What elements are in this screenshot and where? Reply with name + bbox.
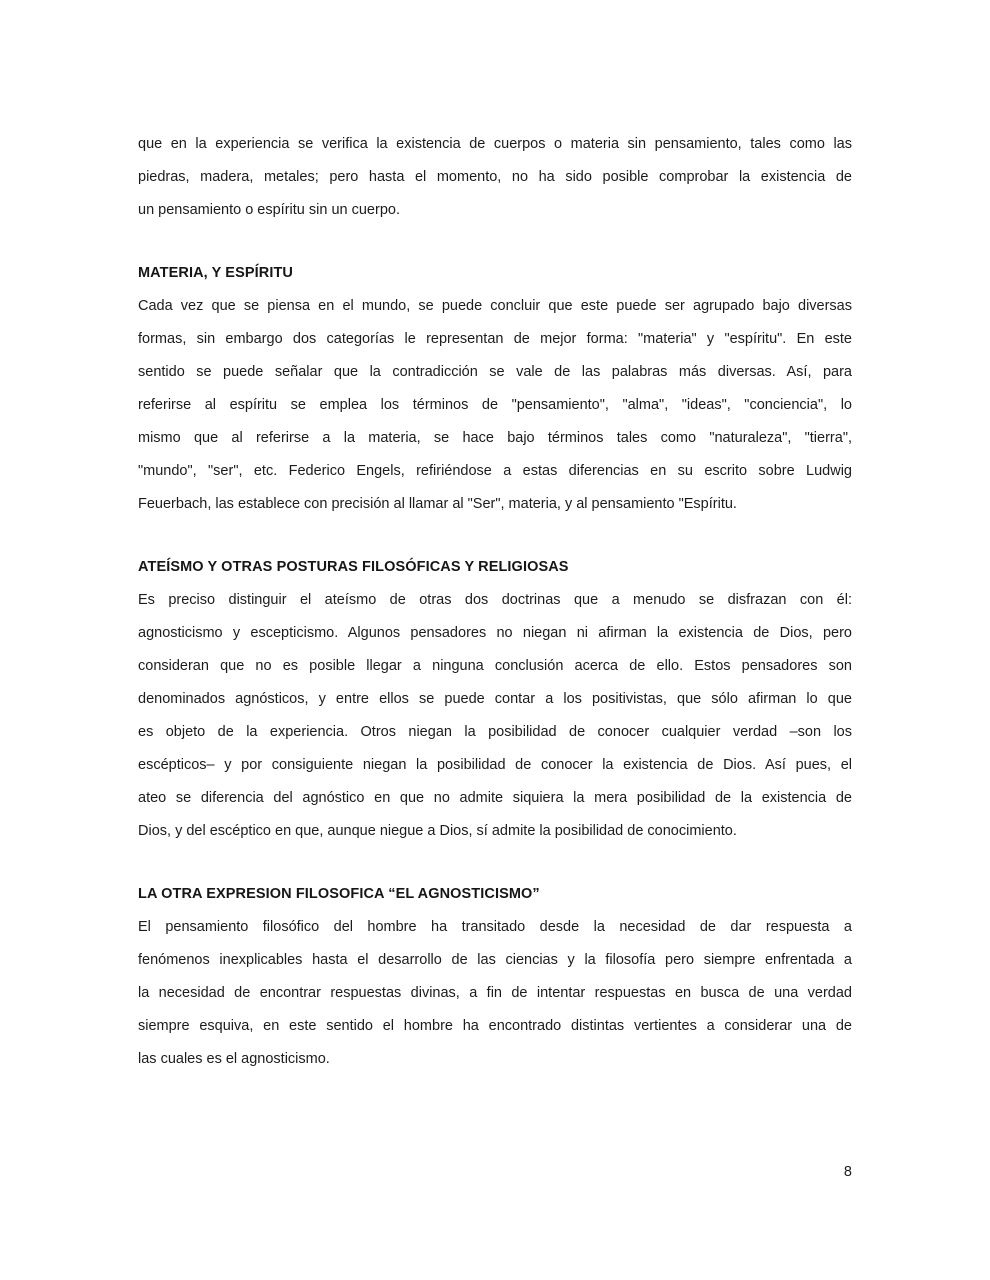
document-section xyxy=(138,257,852,521)
text-line: "mundo", "ser", etc. Federico Engels, refiriéndose a estas diferencias en su escrito sobre Ludwig xyxy=(138,463,852,479)
paragraph xyxy=(138,911,852,1076)
document-section xyxy=(138,878,852,1076)
text-line: Es preciso distinguir el ateísmo de otras dos doctrinas que a menudo se disfrazan con él: xyxy=(138,592,852,608)
text-line: escépticos– y por consiguiente niegan la posibilidad de conocer la existencia de Dios. Así pues, el xyxy=(138,757,852,773)
text-line: El pensamiento filosófico del hombre ha transitado desde la necesidad de dar respuesta a xyxy=(138,919,852,935)
text-line: mismo que al referirse a la materia, se hace bajo términos tales como "naturaleza", "tierra", xyxy=(138,430,852,446)
text-line: formas, sin embargo dos categorías le representan de mejor forma: "materia" y "espíritu". En este xyxy=(138,331,852,347)
text-line: agnosticismo y escepticismo. Algunos pensadores no niegan ni afirman la existencia de Dios, pero xyxy=(138,625,852,641)
text-line: siempre esquiva, en este sentido el hombre ha encontrado distintas vertientes a considerar una de xyxy=(138,1018,852,1034)
text-line: que en la experiencia se verifica la existencia de cuerpos o materia sin pensamiento, tales como las xyxy=(138,136,852,152)
text-line: Dios, y del escéptico en que, aunque niegue a Dios, sí admite la posibilidad de conocimiento. xyxy=(138,823,737,839)
text-line: un pensamiento o espíritu sin un cuerpo. xyxy=(138,202,400,218)
document-section xyxy=(138,128,852,227)
text-line: Feuerbach, las establece con precisión al llamar al "Ser", materia, y al pensamiento "Espíritu. xyxy=(138,496,737,512)
text-line: Cada vez que se piensa en el mundo, se puede concluir que este puede ser agrupado bajo diversas xyxy=(138,298,852,314)
text-line: fenómenos inexplicables hasta el desarrollo de las ciencias y la filosofía pero siempre enfrentada a xyxy=(138,952,852,968)
paragraph xyxy=(138,290,852,521)
paragraph xyxy=(138,584,852,848)
text-line: las cuales es el agnosticismo. xyxy=(138,1051,330,1067)
section-heading: LA OTRA EXPRESION FILOSOFICA “EL AGNOSTICISMO” xyxy=(138,886,540,902)
text-line: sentido se puede señalar que la contradicción se vale de las palabras más diversas. Así, para xyxy=(138,364,852,380)
document-body xyxy=(138,128,852,1076)
text-line: referirse al espíritu se emplea los términos de "pensamiento", "alma", "ideas", "conciencia", lo xyxy=(138,397,852,413)
paragraph xyxy=(138,128,852,227)
text-line: es objeto de la experiencia. Otros niegan la posibilidad de conocer cualquier verdad –son los xyxy=(138,724,852,740)
section-heading: ATEÍSMO Y OTRAS POSTURAS FILOSÓFICAS Y RELIGIOSAS xyxy=(138,559,569,575)
text-line: la necesidad de encontrar respuestas divinas, a fin de intentar respuestas en busca de una verdad xyxy=(138,985,852,1001)
document-section xyxy=(138,551,852,848)
text-line: ateo se diferencia del agnóstico en que no admite siquiera la mera posibilidad de la existencia de xyxy=(138,790,852,806)
text-line: denominados agnósticos, y entre ellos se puede contar a los positivistas, que sólo afirman lo que xyxy=(138,691,852,707)
section-heading: MATERIA, Y ESPÍRITU xyxy=(138,265,293,281)
text-line: consideran que no es posible llegar a ninguna conclusión acerca de ello. Estos pensadores son xyxy=(138,658,852,674)
text-line: piedras, madera, metales; pero hasta el momento, no ha sido posible comprobar la existencia de xyxy=(138,169,852,185)
page-number: 8 xyxy=(843,1164,852,1180)
